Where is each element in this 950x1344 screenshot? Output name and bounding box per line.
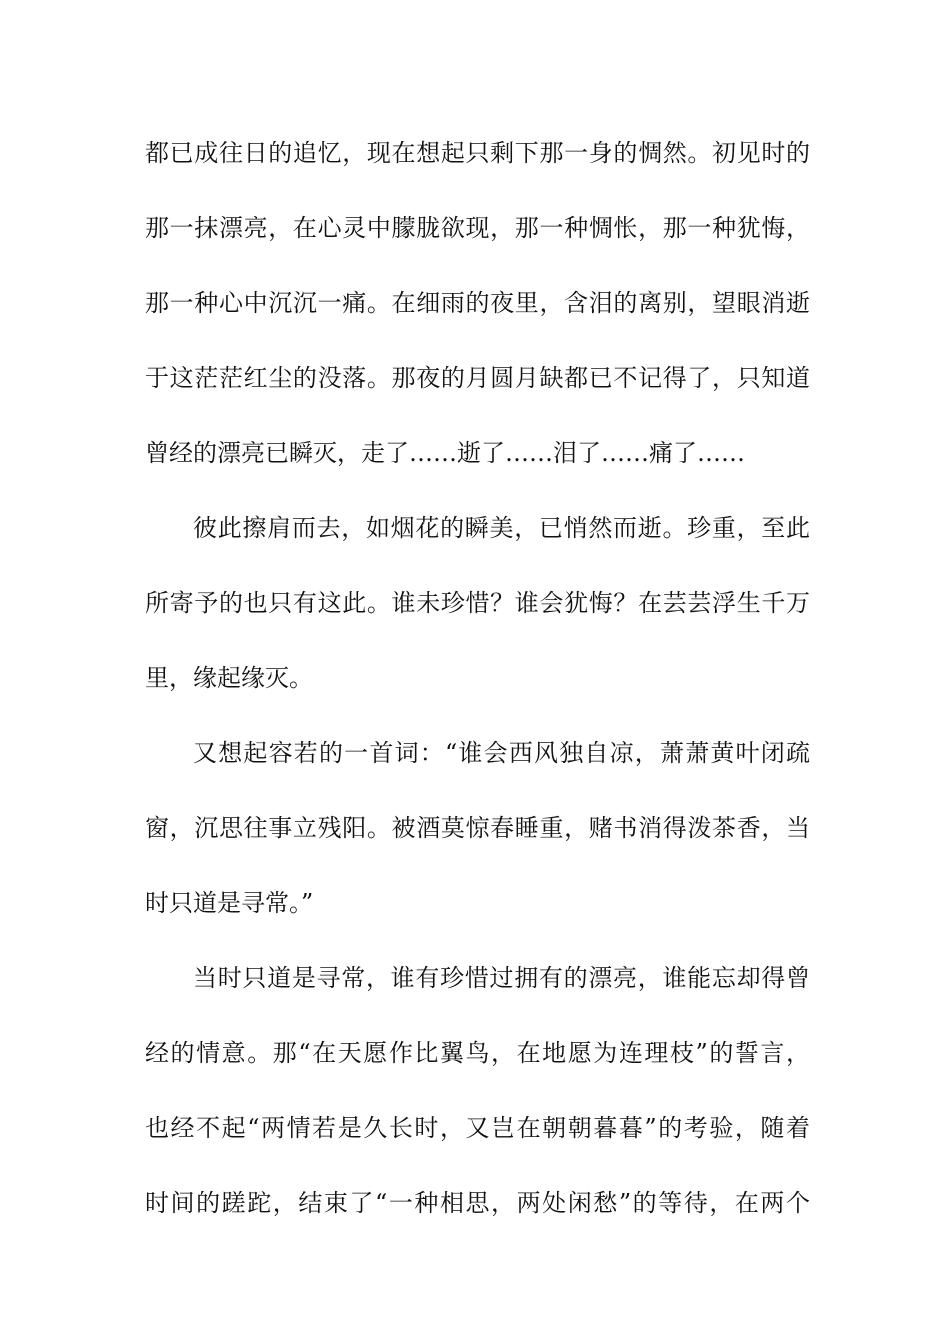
text-line: 时只道是寻常。” [145,889,314,917]
text-line: 那一抹漂亮，在心灵中朦胧欲现，那一种惆怅，那一种犹悔， [145,214,810,242]
paragraph-start-line: 当时只道是寻常，谁有珍惜过拥有的漂亮，谁能忘却得曾 [193,964,810,992]
text-line: 里，缘起缘灭。 [145,664,313,692]
text-line: 所寄予的也只有这此。谁未珍惜？谁会犹悔？在芸芸浮生千万 [145,589,810,617]
text-line: 于这茫茫红尘的没落。那夜的月圆月缺都已不记得了，只知道 [145,364,810,392]
body-text [145,126,810,1251]
text-line: 曾经的漂亮已瞬灭，走了……逝了……泪了……痛了…… [145,439,745,467]
paragraph-start-line: 又想起容若的一首词：“谁会西风独自凉，萧萧黄叶闭疏 [193,739,810,767]
text-line: 也经不起“两情若是久长时，又岂在朝朝暮暮”的考验，随着 [145,1114,810,1142]
paragraph-start-line: 彼此擦肩而去，如烟花的瞬美，已悄然而逝。珍重，至此 [193,514,810,542]
text-line: 经的情意。那“在天愿作比翼鸟，在地愿为连理枝”的誓言， [145,1039,810,1067]
text-line: 时间的蹉跎，结束了“一种相思，两处闲愁”的等待，在两个 [145,1189,810,1217]
text-line: 窗，沉思往事立残阳。被酒莫惊春睡重，赌书消得泼茶香，当 [145,814,810,842]
text-line: 都已成往日的追忆，现在想起只剩下那一身的惆然。初见时的 [145,139,810,167]
text-line: 那一种心中沉沉一痛。在细雨的夜里，含泪的离别，望眼消逝 [145,289,810,317]
